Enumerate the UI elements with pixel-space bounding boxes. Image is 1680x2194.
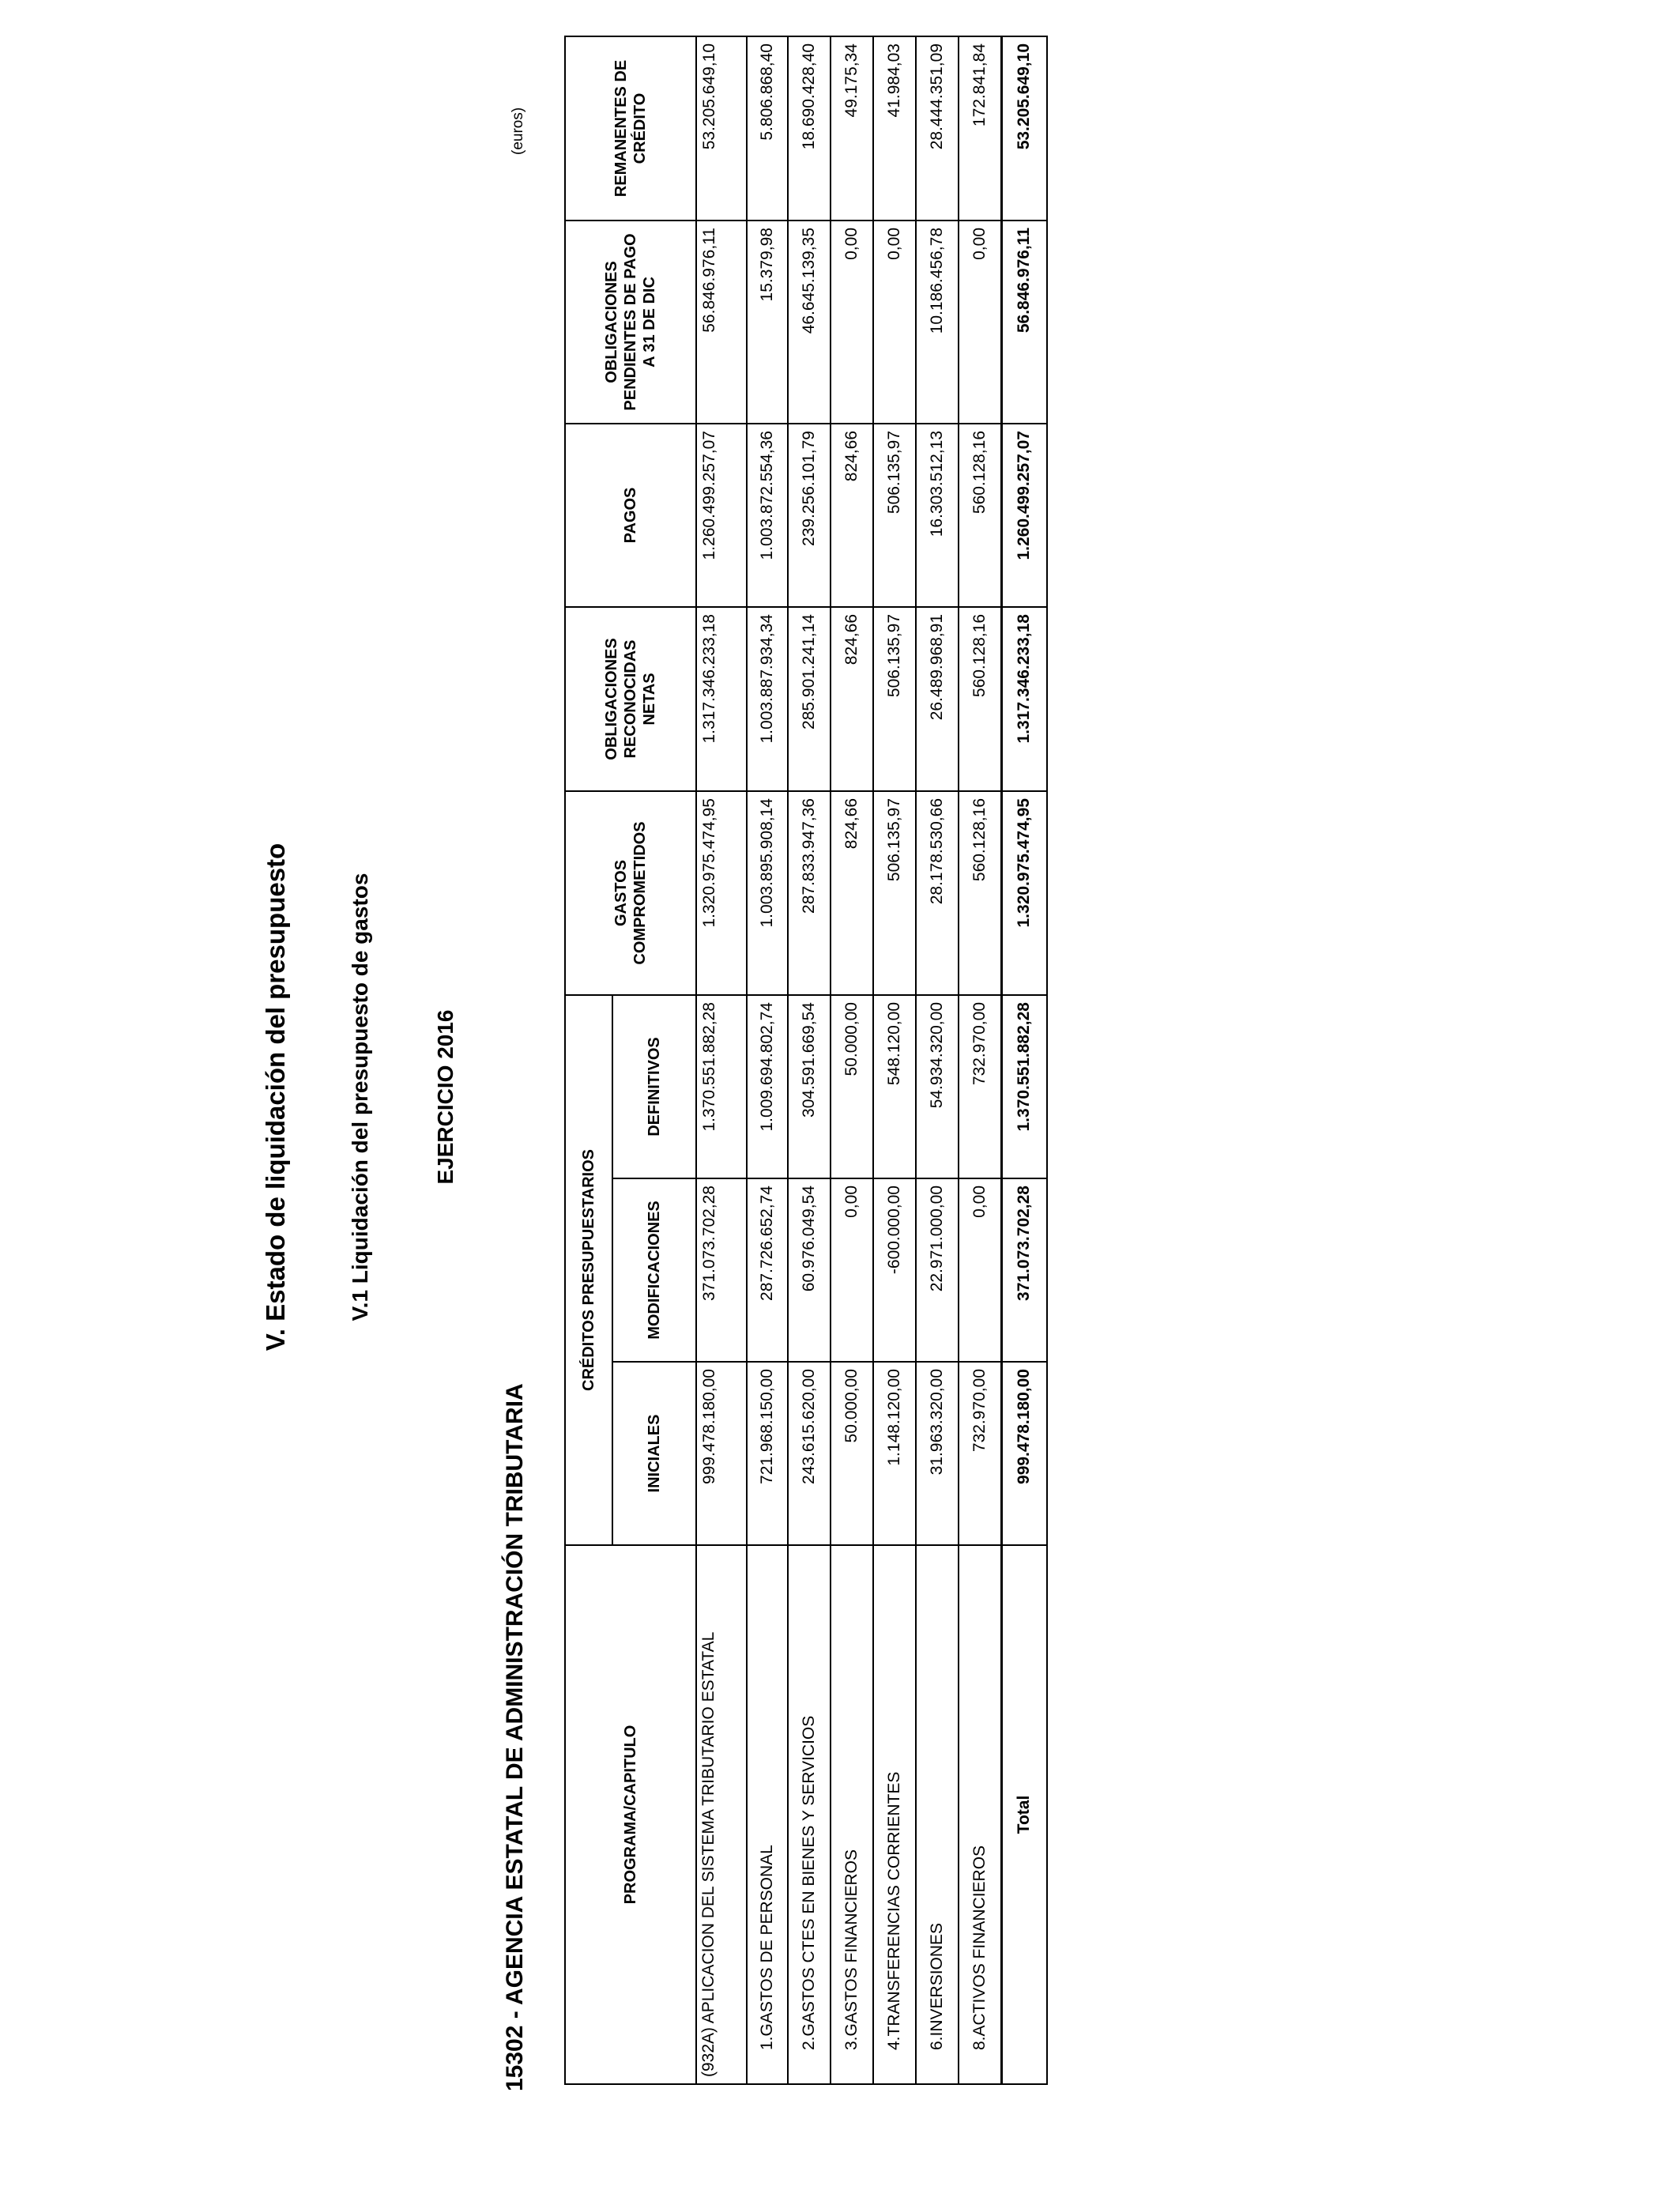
- col-pagos: PAGOS: [565, 424, 696, 607]
- cell-gastos: 1.320.975.474,95: [696, 791, 747, 995]
- cell-obligaciones: 824,66: [831, 607, 873, 791]
- total-modificaciones: 371.073.702,28: [1001, 1178, 1047, 1362]
- cell-pendientes: 15.379,98: [747, 221, 788, 424]
- col-remanentes: REMANENTES DE CRÉDITO: [565, 36, 696, 221]
- table-row: [696, 36, 747, 2084]
- cell-pendientes: 0,00: [959, 221, 1001, 424]
- exercise-year: EJERCICIO 2016: [433, 1009, 458, 1185]
- cell-remanentes: 172.841,84: [959, 36, 1001, 221]
- row-label: 4.TRANSFERENCIAS CORRIENTES: [873, 1545, 916, 2084]
- total-gastos: 1.320.975.474,95: [1001, 791, 1047, 995]
- cell-modificaciones: 22.971.000,00: [916, 1178, 959, 1362]
- table-row: [873, 36, 916, 2084]
- cell-modificaciones: 371.073.702,28: [696, 1178, 747, 1362]
- cell-definitivos: 54.934.320,00: [916, 995, 959, 1178]
- cell-obligaciones: 1.003.887.934,34: [747, 607, 788, 791]
- cell-pendientes: 0,00: [873, 221, 916, 424]
- table-row: [788, 36, 831, 2084]
- cell-iniciales: 1.148.120,00: [873, 1362, 916, 1545]
- cell-modificaciones: -600.000,00: [873, 1178, 916, 1362]
- total-pendientes: 56.846.976,11: [1001, 221, 1047, 424]
- cell-pendientes: 10.186.456,78: [916, 221, 959, 424]
- cell-definitivos: 304.591.669,54: [788, 995, 831, 1178]
- cell-iniciales: 999.478.180,00: [696, 1362, 747, 1545]
- budget-table: [564, 36, 1048, 2085]
- cell-gastos: 560.128,16: [959, 791, 1001, 995]
- table-row: [916, 36, 959, 2084]
- total-definitivos: 1.370.551.882,28: [1001, 995, 1047, 1178]
- cell-remanentes: 41.984,03: [873, 36, 916, 221]
- total-label: Total: [1001, 1545, 1047, 2084]
- cell-obligaciones: 506.135,97: [873, 607, 916, 791]
- cell-gastos: 824,66: [831, 791, 873, 995]
- total-remanentes: 53.205.649,10: [1001, 36, 1047, 221]
- cell-gastos: 287.833.947,36: [788, 791, 831, 995]
- cell-remanentes: 53.205.649,10: [696, 36, 747, 221]
- group-creditos: CRÉDITOS PRESUPUESTARIOS: [565, 995, 612, 1545]
- col-gastos: GASTOS COMPROMETIDOS: [565, 791, 696, 995]
- cell-pagos: 506.135,97: [873, 424, 916, 607]
- col-pendientes: OBLIGACIONES PENDIENTES DE PAGO A 31 DE DIC: [565, 221, 696, 424]
- cell-obligaciones: 560.128,16: [959, 607, 1001, 791]
- cell-obligaciones: 26.489.968,91: [916, 607, 959, 791]
- entity-name: 15302 - AGENCIA ESTATAL DE ADMINISTRACIÓN TRIBUTARIA: [502, 1383, 528, 2091]
- col-obligaciones: OBLIGACIONES RECONOCIDAS NETAS: [565, 607, 696, 791]
- cell-iniciales: 31.963.320,00: [916, 1362, 959, 1545]
- cell-modificaciones: 287.726.652,74: [747, 1178, 788, 1362]
- cell-iniciales: 50.000,00: [831, 1362, 873, 1545]
- cell-definitivos: 548.120,00: [873, 995, 916, 1178]
- cell-obligaciones: 285.901.241,14: [788, 607, 831, 791]
- cell-pagos: 1.003.872.554,36: [747, 424, 788, 607]
- row-label: 2.GASTOS CTES EN BIENES Y SERVICIOS: [788, 1545, 831, 2084]
- col-definitivos: DEFINITIVOS: [612, 995, 696, 1178]
- cell-definitivos: 732.970,00: [959, 995, 1001, 1178]
- total-obligaciones: 1.317.346.233,18: [1001, 607, 1047, 791]
- cell-remanentes: 49.175,34: [831, 36, 873, 221]
- cell-definitivos: 1.009.694.802,74: [747, 995, 788, 1178]
- cell-remanentes: 28.444.351,09: [916, 36, 959, 221]
- cell-obligaciones: 1.317.346.233,18: [696, 607, 747, 791]
- cell-remanentes: 18.690.428,40: [788, 36, 831, 221]
- cell-pagos: 239.256.101,79: [788, 424, 831, 607]
- row-label: (932A) APLICACION DEL SISTEMA TRIBUTARIO ESTATAL: [696, 1545, 747, 2084]
- cell-modificaciones: 60.976.049,54: [788, 1178, 831, 1362]
- document-title: V. Estado de liquidación del presupuesto: [261, 843, 290, 1351]
- cell-definitivos: 50.000,00: [831, 995, 873, 1178]
- cell-pendientes: 46.645.139,35: [788, 221, 831, 424]
- total-pagos: 1.260.499.257,07: [1001, 424, 1047, 607]
- cell-pendientes: 0,00: [831, 221, 873, 424]
- cell-pagos: 560.128,16: [959, 424, 1001, 607]
- cell-modificaciones: 0,00: [959, 1178, 1001, 1362]
- cell-modificaciones: 0,00: [831, 1178, 873, 1362]
- document-subtitle: V.1 Liquidación del presupuesto de gastos: [348, 873, 372, 1321]
- col-modificaciones: MODIFICACIONES: [612, 1178, 696, 1362]
- table-row: [959, 36, 1001, 2084]
- cell-pagos: 1.260.499.257,07: [696, 424, 747, 607]
- cell-iniciales: 732.970,00: [959, 1362, 1001, 1545]
- col-iniciales: INICIALES: [612, 1362, 696, 1545]
- row-label: 6.INVERSIONES: [916, 1545, 959, 2084]
- cell-iniciales: 721.968.150,00: [747, 1362, 788, 1545]
- cell-remanentes: 5.806.868,40: [747, 36, 788, 221]
- cell-gastos: 1.003.895.908,14: [747, 791, 788, 995]
- table-row: [831, 36, 873, 2084]
- cell-pagos: 16.303.512,13: [916, 424, 959, 607]
- cell-pagos: 824,66: [831, 424, 873, 607]
- row-label: 3.GASTOS FINANCIEROS: [831, 1545, 873, 2084]
- col-programa: PROGRAMA/CAPITULO: [565, 1545, 696, 2084]
- total-iniciales: 999.478.180,00: [1001, 1362, 1047, 1545]
- table-row: [747, 36, 788, 2084]
- cell-pendientes: 56.846.976,11: [696, 221, 747, 424]
- cell-definitivos: 1.370.551.882,28: [696, 995, 747, 1178]
- units-label: (euros): [510, 107, 526, 155]
- total-row: [1001, 36, 1047, 2084]
- row-label: 8.ACTIVOS FINANCIEROS: [959, 1545, 1001, 2084]
- cell-iniciales: 243.615.620,00: [788, 1362, 831, 1545]
- cell-gastos: 28.178.530,66: [916, 791, 959, 995]
- cell-gastos: 506.135,97: [873, 791, 916, 995]
- row-label: 1.GASTOS DE PERSONAL: [747, 1545, 788, 2084]
